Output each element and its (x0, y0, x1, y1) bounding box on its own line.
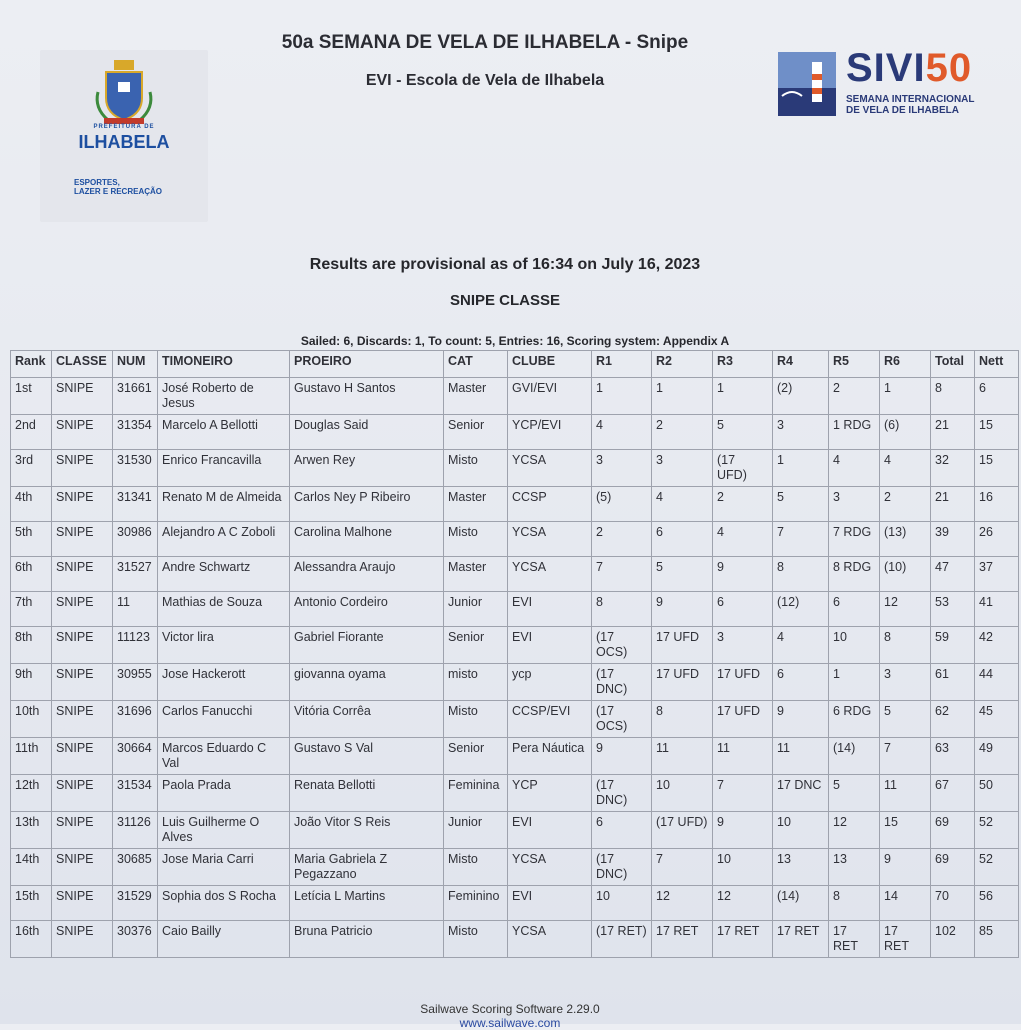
logo-text-ilhabela: ILHABELA (78, 132, 170, 152)
table-cell: 47 (931, 557, 975, 592)
table-cell: 6 (773, 664, 829, 701)
table-cell: 6 (592, 812, 652, 849)
table-cell: 8 (773, 557, 829, 592)
table-cell: SNIPE (52, 849, 113, 886)
table-cell: 50 (975, 775, 1019, 812)
logo-text-lazer: LAZER E RECREAÇÃO (74, 187, 163, 196)
table-cell: 4 (592, 415, 652, 450)
table-cell: 8th (11, 627, 52, 664)
table-row (11, 522, 1019, 557)
page-title: 50a SEMANA DE VELA DE ILHABELA - Snipe (281, 32, 689, 53)
table-cell: Renata Bellotti (290, 775, 444, 812)
table-row (11, 775, 1019, 812)
table-cell: 8 (880, 627, 931, 664)
table-cell: SNIPE (52, 701, 113, 738)
table-cell: YCSA (508, 849, 592, 886)
provisional-status: Results are provisional as of 16:34 on July 16, 2023 (309, 256, 701, 273)
column-header: CLASSE (52, 351, 113, 378)
table-cell: 1 (773, 450, 829, 487)
table-cell: Alessandra Araujo (290, 557, 444, 592)
table-cell: 9 (773, 701, 829, 738)
table-cell: 63 (931, 738, 975, 775)
table-cell: 31529 (113, 886, 158, 921)
table-cell: Misto (444, 921, 508, 958)
table-cell: 6 (829, 592, 880, 627)
table-cell: Paola Prada (158, 775, 290, 812)
table-cell: 2 (880, 487, 931, 522)
table-cell: Carlos Ney P Ribeiro (290, 487, 444, 522)
table-cell: 1 (652, 378, 713, 415)
sivi-subtitle-line2: DE VELA DE ILHABELA (846, 105, 959, 116)
table-cell: 4 (880, 450, 931, 487)
table-cell: (17 RET) (592, 921, 652, 958)
table-cell: Marcelo A Bellotti (158, 415, 290, 450)
table-cell: YCSA (508, 921, 592, 958)
table-row (11, 701, 1019, 738)
table-row (11, 450, 1019, 487)
table-cell: 31661 (113, 378, 158, 415)
table-cell: 2 (713, 487, 773, 522)
table-cell: YCSA (508, 450, 592, 487)
table-cell: João Vitor S Reis (290, 812, 444, 849)
column-header: R4 (773, 351, 829, 378)
table-cell: 6 RDG (829, 701, 880, 738)
table-cell: SNIPE (52, 627, 113, 664)
table-cell: 8 RDG (829, 557, 880, 592)
table-cell: 102 (931, 921, 975, 958)
table-cell: 30986 (113, 522, 158, 557)
table-cell: 1 (713, 378, 773, 415)
table-cell: (17 DNC) (592, 775, 652, 812)
logo-text-prefeitura: PREFEITURA DE (93, 124, 155, 130)
table-cell: Andre Schwartz (158, 557, 290, 592)
table-cell: 17 RET (713, 921, 773, 958)
table-cell: Alejandro A C Zoboli (158, 522, 290, 557)
table-cell: EVI (508, 627, 592, 664)
table-cell: 30955 (113, 664, 158, 701)
table-cell: 61 (931, 664, 975, 701)
column-header: R2 (652, 351, 713, 378)
sivi-subtitle-line1: SEMANA INTERNACIONAL (846, 94, 975, 105)
table-cell: 14th (11, 849, 52, 886)
table-cell: 6th (11, 557, 52, 592)
table-cell: 31527 (113, 557, 158, 592)
table-cell: 3 (829, 487, 880, 522)
table-cell: 8 (829, 886, 880, 921)
table-cell: 8 (931, 378, 975, 415)
table-cell: Bruna Patricio (290, 921, 444, 958)
table-row (11, 886, 1019, 921)
table-cell: 5 (713, 415, 773, 450)
footer-software: Sailwave Scoring Software 2.29.0 (420, 1002, 600, 1016)
table-cell: 6 (975, 378, 1019, 415)
table-row (11, 592, 1019, 627)
table-cell: 69 (931, 812, 975, 849)
table-cell: 17 RET (880, 921, 931, 958)
column-header: R6 (880, 351, 931, 378)
table-row (11, 415, 1019, 450)
table-cell: 31696 (113, 701, 158, 738)
table-cell: 7 (592, 557, 652, 592)
table-cell: 5 (829, 775, 880, 812)
table-cell: 52 (975, 849, 1019, 886)
table-cell: 45 (975, 701, 1019, 738)
table-cell: 10 (713, 849, 773, 886)
table-cell: SNIPE (52, 775, 113, 812)
table-cell: Caio Bailly (158, 921, 290, 958)
table-cell: 3 (713, 627, 773, 664)
table-cell: 9 (652, 592, 713, 627)
table-cell: Maria Gabriela Z Pegazzano (290, 849, 444, 886)
table-row (11, 487, 1019, 522)
table-cell: 17 UFD (652, 627, 713, 664)
table-cell: 7 (652, 849, 713, 886)
table-cell: (14) (773, 886, 829, 921)
table-cell: 1 (592, 378, 652, 415)
table-cell: Pera Náutica (508, 738, 592, 775)
table-cell: 21 (931, 415, 975, 450)
table-cell: 17 DNC (773, 775, 829, 812)
table-cell: (2) (773, 378, 829, 415)
footer-url[interactable]: www.sailwave.com (459, 1016, 561, 1030)
table-cell: Vitória Corrêa (290, 701, 444, 738)
table-cell: Feminina (444, 775, 508, 812)
table-cell: 11 (713, 738, 773, 775)
table-cell: 3 (880, 664, 931, 701)
table-cell: giovanna oyama (290, 664, 444, 701)
table-cell: SNIPE (52, 378, 113, 415)
table-cell: 10 (773, 812, 829, 849)
table-cell: (13) (880, 522, 931, 557)
table-cell: (17 DNC) (592, 664, 652, 701)
table-cell: 8 (652, 701, 713, 738)
table-cell: 3 (773, 415, 829, 450)
table-cell: 3 (652, 450, 713, 487)
table-cell: GVI/EVI (508, 378, 592, 415)
table-cell: 31126 (113, 812, 158, 849)
column-header: R3 (713, 351, 773, 378)
table-cell: Master (444, 487, 508, 522)
table-cell: SNIPE (52, 921, 113, 958)
table-cell: YCSA (508, 557, 592, 592)
table-cell: 1 RDG (829, 415, 880, 450)
column-header: Nett (975, 351, 1019, 378)
table-cell: 4 (773, 627, 829, 664)
table-cell: Senior (444, 738, 508, 775)
table-cell: Master (444, 557, 508, 592)
table-cell: 2nd (11, 415, 52, 450)
table-cell: 3 (592, 450, 652, 487)
table-cell: Senior (444, 415, 508, 450)
table-row (11, 738, 1019, 775)
table-cell: 7 (773, 522, 829, 557)
table-cell: YCSA (508, 522, 592, 557)
table-cell: 16th (11, 921, 52, 958)
table-cell: 15 (975, 450, 1019, 487)
table-cell: (14) (829, 738, 880, 775)
table-cell: SNIPE (52, 557, 113, 592)
table-cell: Gustavo S Val (290, 738, 444, 775)
table-cell: José Roberto de Jesus (158, 378, 290, 415)
table-cell: 17 UFD (713, 664, 773, 701)
table-cell: 31341 (113, 487, 158, 522)
table-cell: (10) (880, 557, 931, 592)
table-cell: 7 (880, 738, 931, 775)
table-cell: SNIPE (52, 592, 113, 627)
table-cell: 30664 (113, 738, 158, 775)
table-cell: Senior (444, 627, 508, 664)
table-cell: EVI (508, 812, 592, 849)
table-cell: 3rd (11, 450, 52, 487)
table-row (11, 378, 1019, 415)
table-cell: 42 (975, 627, 1019, 664)
table-cell: 49 (975, 738, 1019, 775)
table-cell: Jose Hackerott (158, 664, 290, 701)
table-cell: 6 (713, 592, 773, 627)
table-cell: Misto (444, 701, 508, 738)
table-cell: 5 (880, 701, 931, 738)
table-cell: 15 (975, 415, 1019, 450)
table-cell: 13th (11, 812, 52, 849)
table-cell: 4 (652, 487, 713, 522)
column-header: CLUBE (508, 351, 592, 378)
table-cell: 53 (931, 592, 975, 627)
sivi-number: 50 (925, 46, 973, 90)
column-header: Total (931, 351, 975, 378)
sivi50-logo (778, 46, 998, 122)
table-cell: YCP/EVI (508, 415, 592, 450)
table-cell: Mathias de Souza (158, 592, 290, 627)
table-cell: Master (444, 378, 508, 415)
table-cell: 59 (931, 627, 975, 664)
table-cell: Jose Maria Carri (158, 849, 290, 886)
table-cell: Victor lira (158, 627, 290, 664)
table-cell: 12th (11, 775, 52, 812)
table-cell: 11th (11, 738, 52, 775)
table-row (11, 557, 1019, 592)
table-cell: misto (444, 664, 508, 701)
prefeitura-ilhabela-logo (40, 50, 208, 222)
table-row (11, 921, 1019, 958)
class-title: SNIPE CLASSE (449, 292, 561, 309)
table-cell: 67 (931, 775, 975, 812)
table-cell: 13 (773, 849, 829, 886)
table-header-row (11, 351, 1019, 378)
table-cell: 4 (829, 450, 880, 487)
table-cell: 5th (11, 522, 52, 557)
table-cell: SNIPE (52, 812, 113, 849)
table-cell: 11 (880, 775, 931, 812)
table-cell: SNIPE (52, 487, 113, 522)
column-header: TIMONEIRO (158, 351, 290, 378)
table-cell: 52 (975, 812, 1019, 849)
table-cell: Gabriel Fiorante (290, 627, 444, 664)
table-cell: 17 UFD (713, 701, 773, 738)
table-row (11, 664, 1019, 701)
table-cell: 12 (880, 592, 931, 627)
table-cell: 44 (975, 664, 1019, 701)
table-cell: EVI (508, 592, 592, 627)
results-table (10, 350, 1019, 958)
table-cell: 37 (975, 557, 1019, 592)
table-cell: Douglas Said (290, 415, 444, 450)
table-row (11, 812, 1019, 849)
table-cell: SNIPE (52, 664, 113, 701)
table-cell: Sophia dos S Rocha (158, 886, 290, 921)
series-summary: Sailed: 6, Discards: 1, To count: 5, Entries: 16, Scoring system: Appendix A (300, 334, 730, 348)
table-cell: 2 (829, 378, 880, 415)
table-cell: (5) (592, 487, 652, 522)
column-header: PROEIRO (290, 351, 444, 378)
table-cell: Letícia L Martins (290, 886, 444, 921)
table-cell: CCSP (508, 487, 592, 522)
table-cell: 69 (931, 849, 975, 886)
table-cell: 4th (11, 487, 52, 522)
table-cell: SNIPE (52, 415, 113, 450)
table-cell: 2 (652, 415, 713, 450)
table-cell: 4 (713, 522, 773, 557)
column-header: NUM (113, 351, 158, 378)
table-cell: 1 (829, 664, 880, 701)
table-cell: 2 (592, 522, 652, 557)
table-cell: Enrico Francavilla (158, 450, 290, 487)
table-cell: 85 (975, 921, 1019, 958)
table-cell: 11123 (113, 627, 158, 664)
logo-text-secretaria (74, 178, 162, 196)
table-cell: 5 (652, 557, 713, 592)
table-cell: 7 RDG (829, 522, 880, 557)
table-cell: SNIPE (52, 738, 113, 775)
table-cell: 8 (592, 592, 652, 627)
sivi-word: SIVI (846, 46, 926, 90)
table-cell: 6 (652, 522, 713, 557)
table-cell: 12 (652, 886, 713, 921)
table-cell: Marcos Eduardo C Val (158, 738, 290, 775)
page-subtitle: EVI - Escola de Vela de Ilhabela (365, 72, 605, 89)
column-header: CAT (444, 351, 508, 378)
table-cell: 5 (773, 487, 829, 522)
table-cell: 9 (880, 849, 931, 886)
table-cell: Carolina Malhone (290, 522, 444, 557)
table-cell: Gustavo H Santos (290, 378, 444, 415)
sivi-wordmark (846, 46, 972, 91)
table-cell: 10th (11, 701, 52, 738)
table-cell: EVI (508, 886, 592, 921)
table-cell: 7 (713, 775, 773, 812)
coat-of-arms-icon (92, 58, 156, 130)
table-cell: Misto (444, 450, 508, 487)
table-row (11, 849, 1019, 886)
table-cell: 17 UFD (652, 664, 713, 701)
table-cell: 10 (829, 627, 880, 664)
lighthouse-icon (778, 52, 836, 116)
table-body (11, 378, 1019, 958)
table-cell: (17 UFD) (713, 450, 773, 487)
table-cell: 1 (880, 378, 931, 415)
table-cell: 14 (880, 886, 931, 921)
table-cell: 1st (11, 378, 52, 415)
table-cell: 31534 (113, 775, 158, 812)
table-cell: 10 (592, 886, 652, 921)
table-cell: 7th (11, 592, 52, 627)
table-cell: 15th (11, 886, 52, 921)
table-cell: 70 (931, 886, 975, 921)
table-cell: 13 (829, 849, 880, 886)
table-cell: SNIPE (52, 522, 113, 557)
table-cell: 32 (931, 450, 975, 487)
table-cell: 31354 (113, 415, 158, 450)
sivi-subtitle (846, 94, 975, 116)
table-cell: 11 (652, 738, 713, 775)
table-cell: Antonio Cordeiro (290, 592, 444, 627)
table-cell: Junior (444, 812, 508, 849)
column-header: Rank (11, 351, 52, 378)
table-cell: Feminino (444, 886, 508, 921)
table-cell: 41 (975, 592, 1019, 627)
table-cell: 16 (975, 487, 1019, 522)
column-header: R1 (592, 351, 652, 378)
table-cell: 26 (975, 522, 1019, 557)
table-cell: SNIPE (52, 450, 113, 487)
table-cell: Luis Guilherme O Alves (158, 812, 290, 849)
table-cell: 9th (11, 664, 52, 701)
table-cell: 9 (592, 738, 652, 775)
table-cell: 9 (713, 812, 773, 849)
table-cell: (17 OCS) (592, 627, 652, 664)
table-cell: (17 UFD) (652, 812, 713, 849)
table-cell: Misto (444, 522, 508, 557)
table-cell: 39 (931, 522, 975, 557)
table-cell: (17 OCS) (592, 701, 652, 738)
table-cell: 12 (713, 886, 773, 921)
table-cell: 30685 (113, 849, 158, 886)
table-cell: (17 DNC) (592, 849, 652, 886)
table-row (11, 627, 1019, 664)
table-cell: ycp (508, 664, 592, 701)
table-cell: SNIPE (52, 886, 113, 921)
table-cell: 10 (652, 775, 713, 812)
table-cell: (6) (880, 415, 931, 450)
table-cell: YCP (508, 775, 592, 812)
table-cell: 21 (931, 487, 975, 522)
table-cell: Junior (444, 592, 508, 627)
table-cell: 62 (931, 701, 975, 738)
column-header: R5 (829, 351, 880, 378)
table-cell: CCSP/EVI (508, 701, 592, 738)
table-cell: Misto (444, 849, 508, 886)
table-cell: Carlos Fanucchi (158, 701, 290, 738)
table-cell: 56 (975, 886, 1019, 921)
table-cell: Arwen Rey (290, 450, 444, 487)
table-cell: 9 (713, 557, 773, 592)
logo-text-esportes: ESPORTES, (74, 178, 120, 187)
table-cell: 17 RET (773, 921, 829, 958)
table-cell: Renato M de Almeida (158, 487, 290, 522)
table-cell: 11 (113, 592, 158, 627)
table-cell: 31530 (113, 450, 158, 487)
table-cell: 12 (829, 812, 880, 849)
table-cell: 17 RET (829, 921, 880, 958)
table-cell: (12) (773, 592, 829, 627)
table-cell: 17 RET (652, 921, 713, 958)
table-cell: 11 (773, 738, 829, 775)
table-cell: 15 (880, 812, 931, 849)
table-cell: 30376 (113, 921, 158, 958)
